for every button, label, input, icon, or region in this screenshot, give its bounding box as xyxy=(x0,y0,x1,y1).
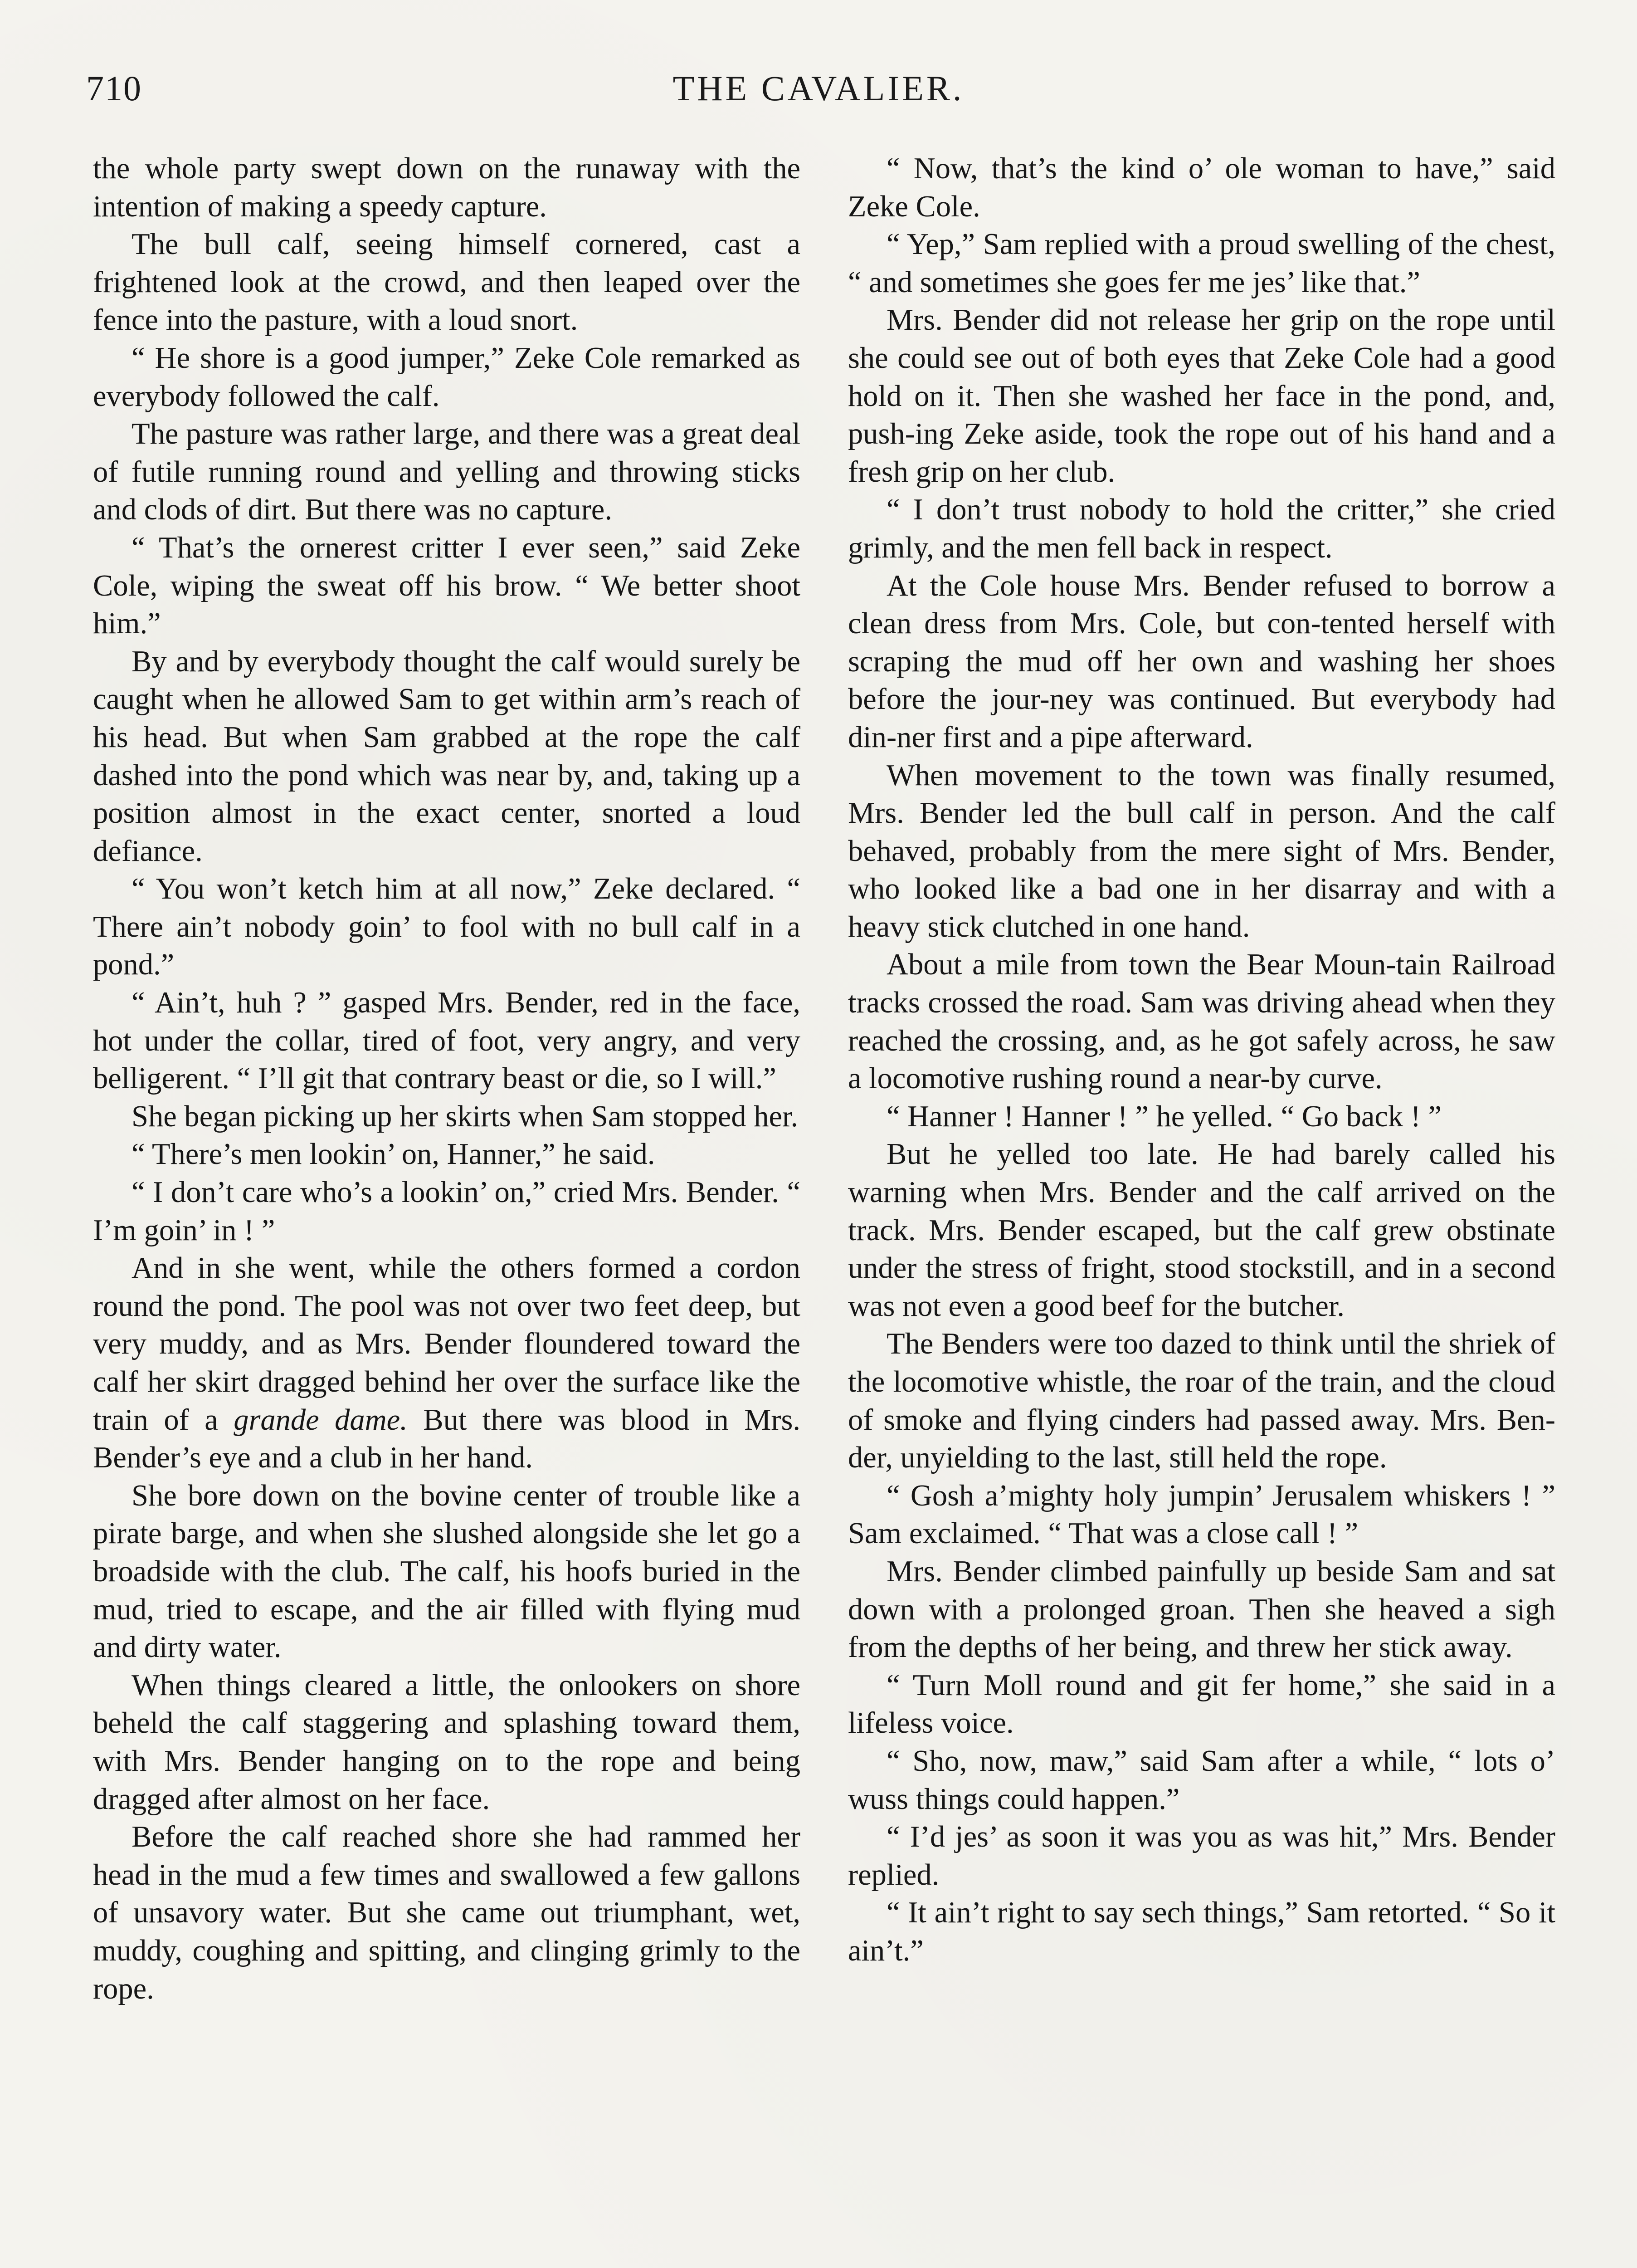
italic-phrase: grande dame. xyxy=(234,1403,408,1437)
paragraph: The Benders were too dazed to think until the shriek of the locomotive whistle, the roar of the train, and the cloud of smoke and flying cinders had passed away. Mrs. Ben-der, unyielding to the last, still held the rope. xyxy=(848,1327,1555,1475)
paragraph: She began picking up her skirts when Sam stopped her. xyxy=(132,1100,799,1133)
paragraph: When movement to the town was finally resumed, Mrs. Bender led the bull calf in person. And the calf behaved, probably from the mere sight of Mrs. Bender, who looked like a bad one in her disarray and with a heavy stick clutched in one hand. xyxy=(848,758,1555,943)
paragraph: The pasture was rather large, and there was a great deal of futile running round and yelling and throwing sticks and clods of dirt. But there was no capture. xyxy=(93,417,800,527)
paragraph: the whole party swept down on the runaway with the intention of making a speedy capture. xyxy=(93,152,800,223)
paragraph: “ You won’t ketch him at all now,” Zeke declared. “ There ain’t nobody goin’ to fool with no bull calf in a pond.” xyxy=(93,872,800,982)
paragraph: “ There’s men lookin’ on, Hanner,” he said. xyxy=(132,1138,655,1171)
text-run: And in she went, while the others formed a cordon round the pond. The pool was not over two feet deep, but very muddy, and as Mrs. Bender floundered toward the calf her skirt dragged behind her over the surface like the train of a xyxy=(93,1251,800,1437)
paragraph: Before the calf reached shore she had rammed her head in the mud a few times and swallowed a few gallons of unsavory water. But she came out triumphant, wet, muddy, coughing and spitting, and clinging grimly to the rope. xyxy=(93,1820,800,2005)
paragraph: “ I’d jes’ as soon it was you as was hit,” Mrs. Bender replied. xyxy=(848,1820,1555,1892)
paragraph: “ Sho, now, maw,” said Sam after a while, “ lots o’ wuss things could happen.” xyxy=(848,1744,1555,1816)
paragraph: “ Ain’t, huh ? ” gasped Mrs. Bender, red in the face, hot under the collar, tired of foot, very angry, and very belligerent. “ I’ll git that contrary beast or die, so I will.” xyxy=(93,986,800,1095)
paragraph: “ Yep,” Sam replied with a proud swelling of the chest, “ and sometimes she goes fer me jes’ like that.” xyxy=(848,228,1555,299)
text-run: But there was blood in Mrs. Bender’s eye and a club in her hand. xyxy=(93,1403,800,1475)
paragraph: By and by everybody thought the calf would surely be caught when he allowed Sam to get within arm’s reach of his head. But when Sam grabbed at the rope the calf dashed into the pond which was near by, and, taking up a position almost in the exact center, snorted a loud defiance. xyxy=(93,645,800,868)
paragraph: “ He shore is a good jumper,” Zeke Cole remarked as everybody followed the calf. xyxy=(93,341,800,413)
paragraph: “ I don’t care who’s a lookin’ on,” cried Mrs. Bender. “ I’m goin’ in ! ” xyxy=(93,1176,800,1247)
paragraph: Mrs. Bender did not release her grip on the rope until she could see out of both eyes that Zeke Cole had a good hold on it. Then she washed her face in the pond, and, push-ing Zeke aside, took the rope out of his hand and a fresh grip on her club. xyxy=(848,303,1555,489)
paragraph: “ It ain’t right to say sech things,” Sam retorted. “ So it ain’t.” xyxy=(848,1896,1555,1967)
paragraph: The bull calf, seeing himself cornered, cast a frightened look at the crowd, and then leaped over the fence into the pasture, with a loud snort. xyxy=(93,228,800,337)
paragraph: “ Hanner ! Hanner ! ” he yelled. “ Go back ! ” xyxy=(887,1100,1442,1133)
paragraph: “ Turn Moll round and git fer home,” she said in a lifeless voice. xyxy=(848,1668,1555,1740)
paragraph: She bore down on the bovine center of trouble like a pirate barge, and when she slushed alongside she let go a broadside with the club. The calf, his hoofs buried in the mud, tried to escape, and the air filled with flying mud and dirty water. xyxy=(93,1479,800,1664)
paragraph xyxy=(93,1249,800,1477)
paragraph: When things cleared a little, the onlookers on shore beheld the calf staggering and splashing toward them, with Mrs. Bender hanging on to the rope and being dragged after almost on her face. xyxy=(93,1668,800,1816)
running-title: THE CAVALIER. xyxy=(672,68,965,108)
paragraph: At the Cole house Mrs. Bender refused to borrow a clean dress from Mrs. Cole, but con-tented herself with scraping the mud off her own and washing her shoes before the jour-ney was continued. But everybody had din-ner first and a pipe afterward. xyxy=(848,569,1555,754)
left-column xyxy=(93,150,800,2008)
paragraph: Mrs. Bender climbed painfully up beside Sam and sat down with a prolonged groan. Then she heaved a sigh from the depths of her being, and threw her stick away. xyxy=(848,1554,1555,1664)
page-number: 710 xyxy=(86,68,142,108)
paragraph: “ Gosh a’mighty holy jumpin’ Jerusalem whiskers ! ” Sam exclaimed. “ That was a close call ! ” xyxy=(848,1479,1555,1550)
paragraph: “ Now, that’s the kind o’ ole woman to have,” said Zeke Cole. xyxy=(848,152,1555,223)
page-header xyxy=(86,68,1551,122)
paragraph: “ I don’t trust nobody to hold the critter,” she cried grimly, and the men fell back in respect. xyxy=(848,493,1555,564)
right-column xyxy=(848,150,1555,1970)
paragraph: But he yelled too late. He had barely called his warning when Mrs. Bender and the calf arrived on the track. Mrs. Bender escaped, but the calf grew obstinate under the stress of fright, stood stockstill, and in a second was not even a good beef for the butcher. xyxy=(848,1138,1555,1323)
paragraph: About a mile from town the Bear Moun-tain Railroad tracks crossed the road. Sam was driving ahead when they reached the crossing, and, as he got safely across, he saw a locomotive rushing round a near-by curve. xyxy=(848,948,1555,1095)
paragraph: “ That’s the ornerest critter I ever seen,” said Zeke Cole, wiping the sweat off his brow. “ We better shoot him.” xyxy=(93,531,800,640)
